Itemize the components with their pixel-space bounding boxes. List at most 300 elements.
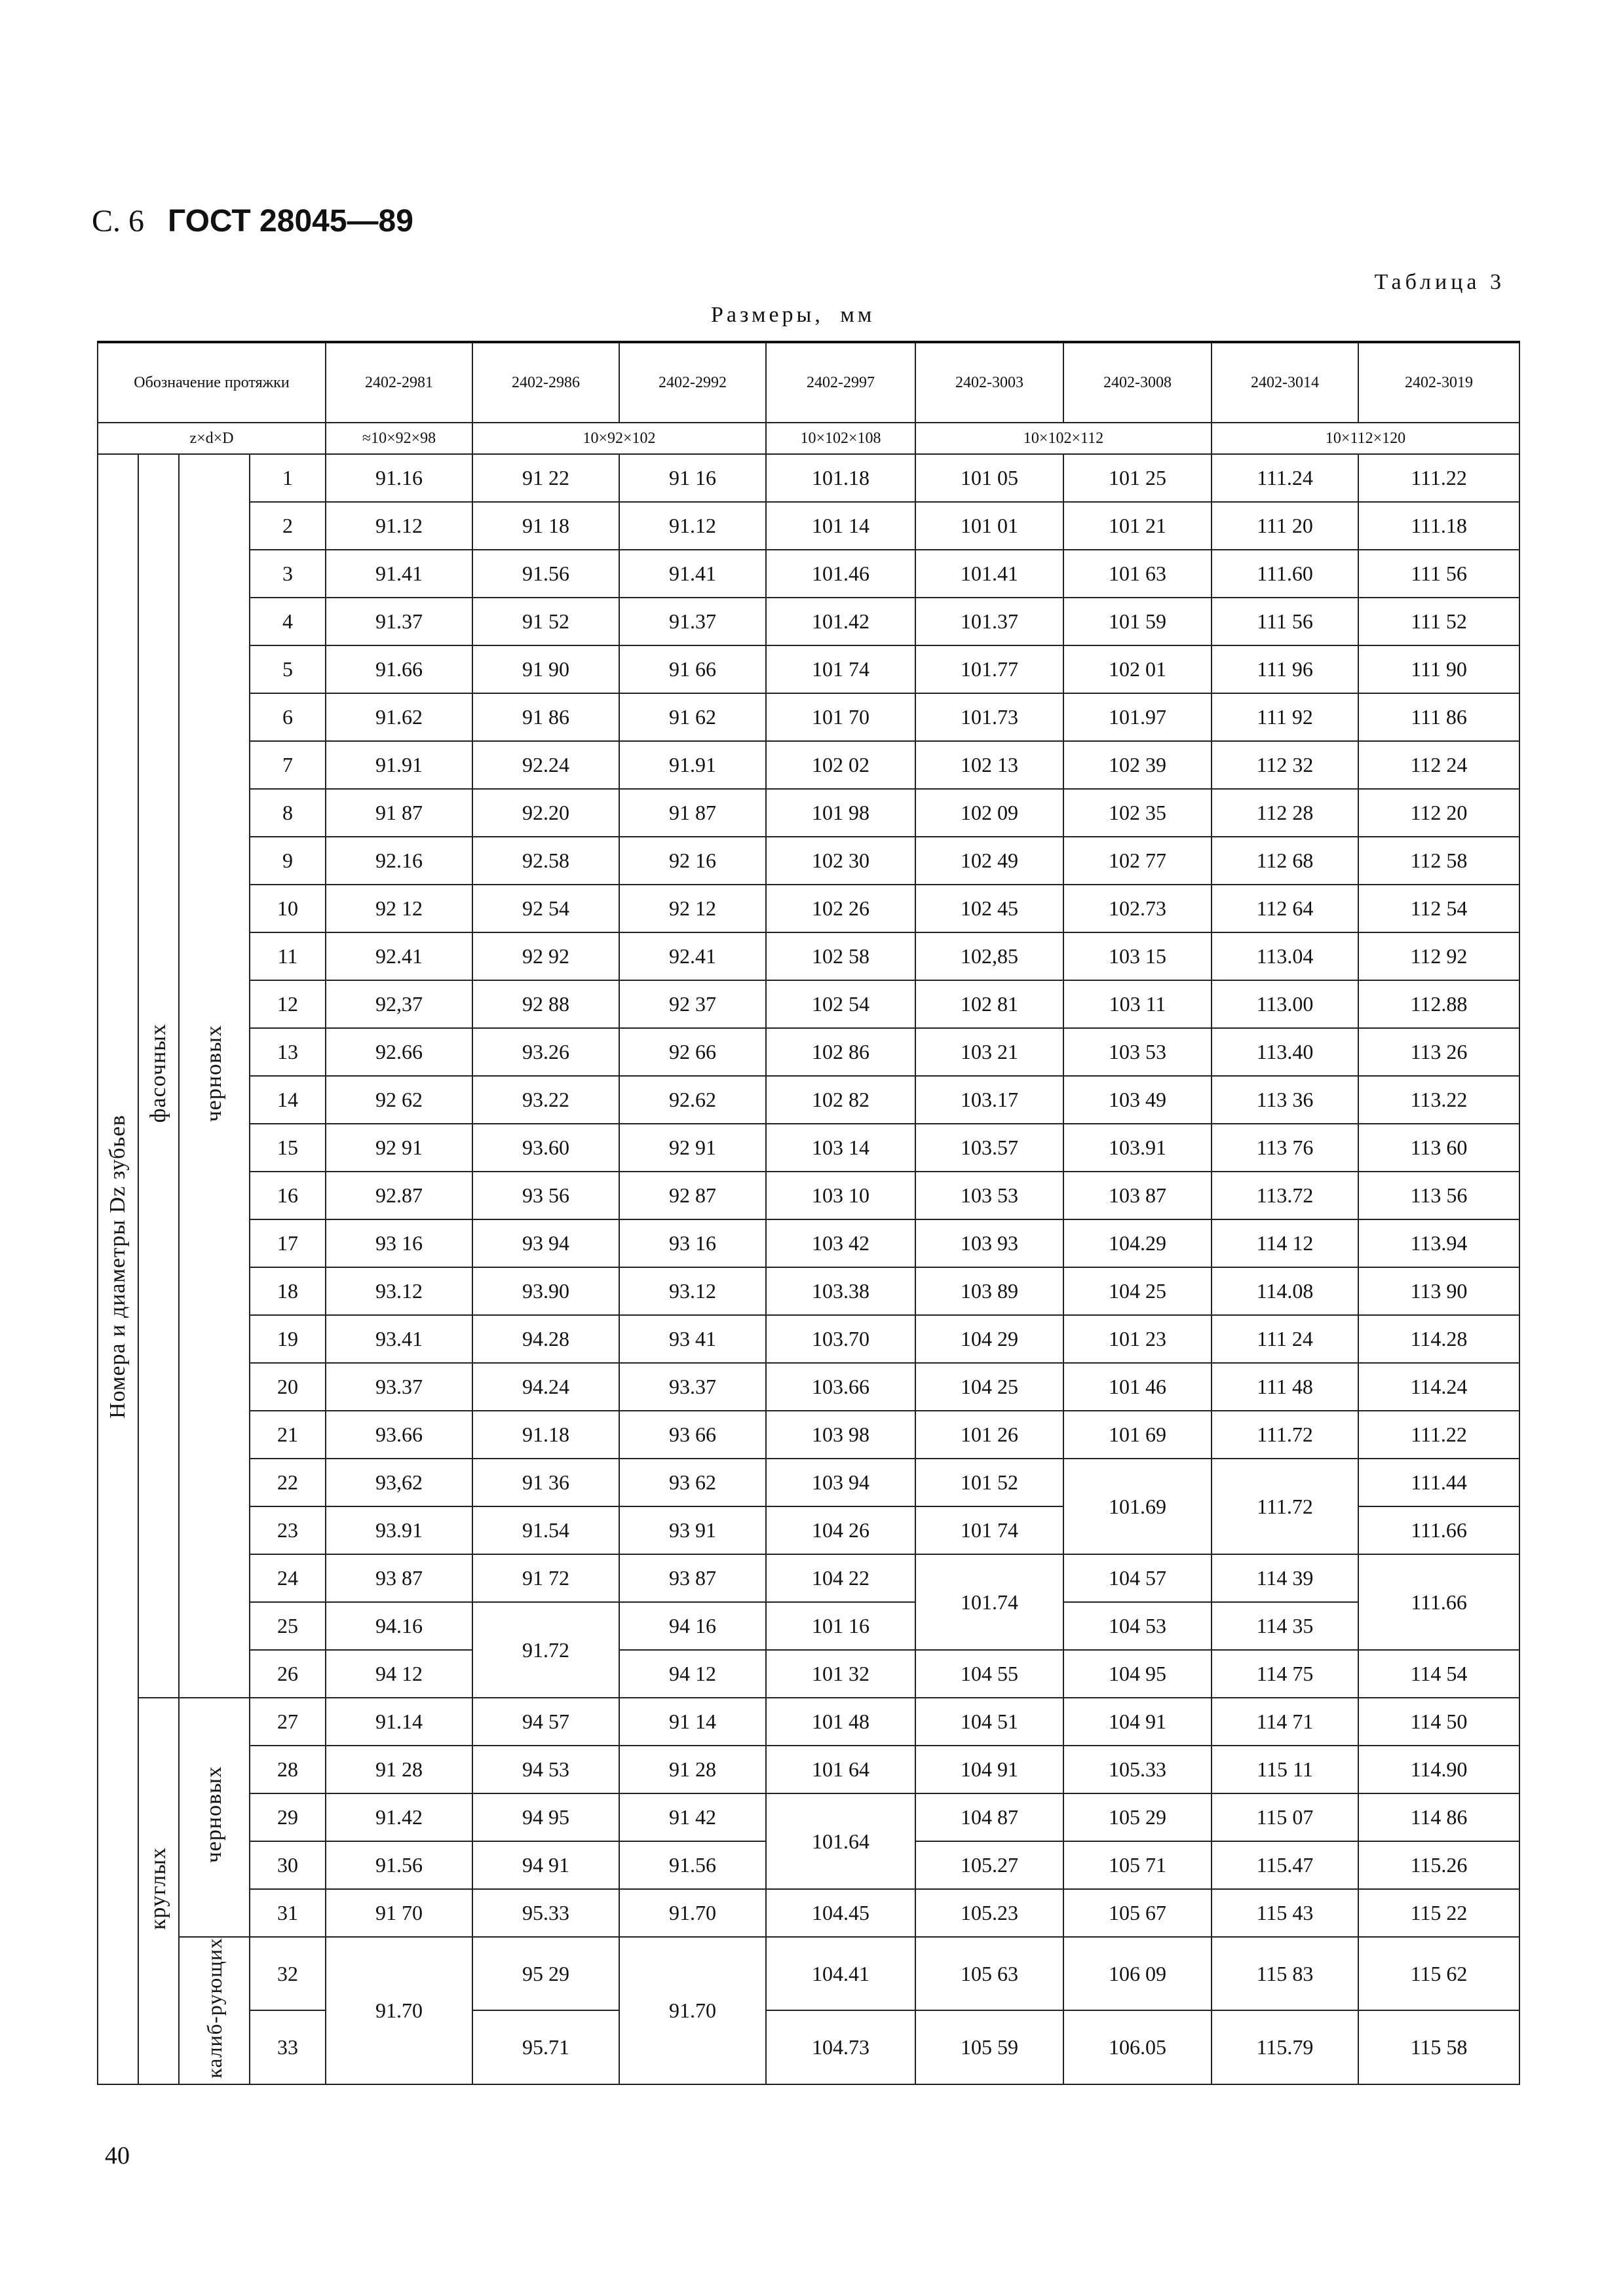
diameter-cell: 113 36 [1212, 1076, 1358, 1124]
diameter-cell: 93 91 [619, 1506, 766, 1554]
diameter-cell: 94 12 [619, 1650, 766, 1698]
diameter-cell: 93 56 [472, 1172, 619, 1219]
diameter-cell: 101 74 [766, 645, 915, 693]
diameter-cell: 91.91 [619, 741, 766, 789]
diameter-cell: 113 60 [1358, 1124, 1519, 1172]
diameter-cell: 112 32 [1212, 741, 1358, 789]
tooth-number: 9 [250, 837, 326, 885]
diameter-cell: 103 10 [766, 1172, 915, 1219]
tooth-number: 10 [250, 885, 326, 932]
diameter-cell: 93 94 [472, 1219, 619, 1267]
diameter-cell: 112 28 [1212, 789, 1358, 837]
diameter-cell: 93.12 [326, 1267, 472, 1315]
diameter-cell: 114 54 [1358, 1650, 1519, 1698]
diameter-cell: 112 64 [1212, 885, 1358, 932]
table-row [98, 1698, 1519, 1746]
diameter-cell: 95.33 [472, 1889, 619, 1937]
diameter-cell: 111 20 [1212, 502, 1358, 550]
diameter-cell: 111 92 [1212, 693, 1358, 741]
diameter-cell: 102 13 [915, 741, 1063, 789]
diameter-cell: 111.66 [1358, 1506, 1519, 1554]
diameter-cell: 111 90 [1358, 645, 1519, 693]
tooth-number: 20 [250, 1363, 326, 1411]
table-row [98, 1459, 1519, 1506]
code-header: 2402-3019 [1358, 342, 1519, 423]
diameter-cell: 111 56 [1358, 550, 1519, 598]
diameter-cell: 104 53 [1063, 1602, 1212, 1650]
diameter-cell: 115 07 [1212, 1793, 1358, 1841]
diameter-cell: 105 71 [1063, 1841, 1212, 1889]
diameter-cell: 91.62 [326, 693, 472, 741]
diameter-cell: 92.66 [326, 1028, 472, 1076]
diameter-cell: 112 20 [1358, 789, 1519, 837]
diameter-cell: 91 28 [619, 1746, 766, 1793]
diameter-cell: 104.73 [766, 2010, 915, 2084]
diameter-cell: 111.60 [1212, 550, 1358, 598]
diameter-cell: 92 54 [472, 885, 619, 932]
diameter-cell: 91 70 [326, 1889, 472, 1937]
diameter-cell: 104 26 [766, 1506, 915, 1554]
diameter-cell: 91.37 [619, 598, 766, 645]
diameter-cell: 92.87 [326, 1172, 472, 1219]
diameter-cell: 92 16 [619, 837, 766, 885]
diameter-cell: 102 58 [766, 932, 915, 980]
diameter-cell: 93 87 [326, 1554, 472, 1602]
diameter-cell: 92 92 [472, 932, 619, 980]
diameter-cell: 91 90 [472, 645, 619, 693]
diameter-cell: 102,85 [915, 932, 1063, 980]
diameter-cell: 111.24 [1212, 454, 1358, 502]
diameter-cell: 103.66 [766, 1363, 915, 1411]
diameter-cell: 103 49 [1063, 1076, 1212, 1124]
diameter-cell: 104 91 [915, 1746, 1063, 1793]
diameter-cell: 94 95 [472, 1793, 619, 1841]
diameter-cell: 91 66 [619, 645, 766, 693]
diameter-cell: 102 45 [915, 885, 1063, 932]
table-row [98, 1172, 1519, 1219]
diameter-cell: 92.41 [619, 932, 766, 980]
tooth-number: 11 [250, 932, 326, 980]
diameter-cell: 104 95 [1063, 1650, 1212, 1698]
code-header: 2402-3014 [1212, 342, 1358, 423]
diameter-cell: 102 26 [766, 885, 915, 932]
diameter-cell: 111.72 [1212, 1411, 1358, 1459]
round-label: круглых [146, 1846, 170, 1930]
diameter-cell: 102 35 [1063, 789, 1212, 837]
diameter-cell: 113.00 [1212, 980, 1358, 1028]
tooth-number: 15 [250, 1124, 326, 1172]
diameter-cell: 101 21 [1063, 502, 1212, 550]
diameter-cell: 101.64 [766, 1793, 915, 1889]
tooth-number: 29 [250, 1793, 326, 1841]
diameter-cell: 101 26 [915, 1411, 1063, 1459]
tooth-number: 6 [250, 693, 326, 741]
diameter-cell: 104 87 [915, 1793, 1063, 1841]
diameter-cell: 91 87 [326, 789, 472, 837]
diameter-cell: 92 66 [619, 1028, 766, 1076]
diameter-cell: 101 32 [766, 1650, 915, 1698]
diameter-cell: 91.18 [472, 1411, 619, 1459]
diameter-cell: 113.94 [1358, 1219, 1519, 1267]
tooth-number: 22 [250, 1459, 326, 1506]
tooth-number: 2 [250, 502, 326, 550]
diameter-cell: 115.26 [1358, 1841, 1519, 1889]
diameter-cell: 113.40 [1212, 1028, 1358, 1076]
designation-header: Обозначение протяжки [98, 342, 326, 423]
diameter-cell: 92,37 [326, 980, 472, 1028]
diameter-cell: 92.62 [619, 1076, 766, 1124]
diameter-cell: 101.42 [766, 598, 915, 645]
diameter-cell: 102 82 [766, 1076, 915, 1124]
diameter-cell: 94.24 [472, 1363, 619, 1411]
table-row [98, 1219, 1519, 1267]
page-section: С. 6 [92, 204, 145, 239]
diameter-cell: 93 16 [326, 1219, 472, 1267]
tooth-number: 26 [250, 1650, 326, 1698]
diameter-cell: 93.60 [472, 1124, 619, 1172]
diameter-cell: 103 11 [1063, 980, 1212, 1028]
diameter-cell: 105.23 [915, 1889, 1063, 1937]
table-row [98, 1746, 1519, 1793]
diameter-cell: 92 37 [619, 980, 766, 1028]
diameter-cell: 91.56 [472, 550, 619, 598]
diameter-cell: 114 75 [1212, 1650, 1358, 1698]
diameter-cell: 111.44 [1358, 1459, 1519, 1506]
tooth-number: 8 [250, 789, 326, 837]
tooth-number: 16 [250, 1172, 326, 1219]
tooth-number: 3 [250, 550, 326, 598]
diameter-cell: 93 16 [619, 1219, 766, 1267]
diameter-cell: 91 72 [472, 1554, 619, 1602]
diameter-cell: 91.91 [326, 741, 472, 789]
group-label: Номера и диаметры Dz зубьев [105, 1114, 130, 1419]
tooth-number: 12 [250, 980, 326, 1028]
diameter-cell: 91.56 [619, 1841, 766, 1889]
diameter-cell: 93 62 [619, 1459, 766, 1506]
table-row [98, 1076, 1519, 1124]
code-header: 2402-3003 [915, 342, 1063, 423]
diameter-cell: 104 91 [1063, 1698, 1212, 1746]
diameter-cell: 102.73 [1063, 885, 1212, 932]
diameter-cell: 93.22 [472, 1076, 619, 1124]
diameter-cell: 103.38 [766, 1267, 915, 1315]
diameter-cell: 104.45 [766, 1889, 915, 1937]
code-header: 2402-2981 [326, 342, 472, 423]
diameter-cell: 93.26 [472, 1028, 619, 1076]
diameter-cell: 102 86 [766, 1028, 915, 1076]
table-row [98, 1124, 1519, 1172]
diameter-cell: 91 62 [619, 693, 766, 741]
page-header [92, 203, 413, 239]
diameter-cell: 93.12 [619, 1267, 766, 1315]
tooth-number: 1 [250, 454, 326, 502]
diameter-cell: 111.72 [1212, 1459, 1358, 1554]
diameter-cell: 101 46 [1063, 1363, 1212, 1411]
tooth-number: 27 [250, 1698, 326, 1746]
diameter-cell: 103 93 [915, 1219, 1063, 1267]
diameter-cell: 103 53 [1063, 1028, 1212, 1076]
diameter-cell: 112.88 [1358, 980, 1519, 1028]
diameter-cell: 113 56 [1358, 1172, 1519, 1219]
diameter-cell: 114 12 [1212, 1219, 1358, 1267]
diameter-cell: 93 87 [619, 1554, 766, 1602]
diameter-cell: 113 76 [1212, 1124, 1358, 1172]
diameter-cell: 92 87 [619, 1172, 766, 1219]
dims-header: 10×102×112 [915, 423, 1212, 454]
diameter-cell: 103.17 [915, 1076, 1063, 1124]
tooth-number: 33 [250, 2010, 326, 2084]
rough-label: черновых [202, 1024, 226, 1122]
diameter-cell: 92.41 [326, 932, 472, 980]
diameter-cell: 101.37 [915, 598, 1063, 645]
diameter-cell: 114 71 [1212, 1698, 1358, 1746]
diameter-cell: 101 48 [766, 1698, 915, 1746]
diameter-cell: 103 87 [1063, 1172, 1212, 1219]
diameter-cell: 93.41 [326, 1315, 472, 1363]
diameter-cell: 111 86 [1358, 693, 1519, 741]
diameter-cell: 103 89 [915, 1267, 1063, 1315]
diameter-cell: 92 12 [326, 885, 472, 932]
diameter-cell: 105 59 [915, 2010, 1063, 2084]
diameter-cell: 105.27 [915, 1841, 1063, 1889]
table-row [98, 1363, 1519, 1411]
diameter-cell: 93 66 [619, 1411, 766, 1459]
diameter-cell: 91.12 [326, 502, 472, 550]
diameter-cell: 104 51 [915, 1698, 1063, 1746]
diameter-cell: 103 21 [915, 1028, 1063, 1076]
table-label: Таблица 3 [1374, 270, 1505, 294]
table-row [98, 502, 1519, 550]
dims-header: ≈10×92×98 [326, 423, 472, 454]
diameter-cell: 91.70 [619, 1889, 766, 1937]
diameter-cell: 111 52 [1358, 598, 1519, 645]
diameter-cell: 101.97 [1063, 693, 1212, 741]
table-row [98, 1650, 1519, 1698]
table-row [98, 1889, 1519, 1937]
diameter-cell: 111 48 [1212, 1363, 1358, 1411]
tooth-number: 18 [250, 1267, 326, 1315]
dims-header: 10×102×108 [766, 423, 915, 454]
diameter-cell: 111.22 [1358, 1411, 1519, 1459]
diameter-cell: 111 96 [1212, 645, 1358, 693]
diameter-cell: 104 25 [915, 1363, 1063, 1411]
code-header: 2402-2992 [619, 342, 766, 423]
table-row [98, 1028, 1519, 1076]
diameter-cell: 115.47 [1212, 1841, 1358, 1889]
diameter-cell: 102 09 [915, 789, 1063, 837]
diameter-cell: 113 26 [1358, 1028, 1519, 1076]
diameter-cell: 102 81 [915, 980, 1063, 1028]
diameter-cell: 114.90 [1358, 1746, 1519, 1793]
diameter-cell: 101.73 [915, 693, 1063, 741]
diameter-cell: 101 14 [766, 502, 915, 550]
diameter-cell: 101 05 [915, 454, 1063, 502]
diameter-cell: 104 25 [1063, 1267, 1212, 1315]
table-row [98, 1602, 1519, 1650]
diameter-cell: 114.24 [1358, 1363, 1519, 1411]
diameter-cell: 104 22 [766, 1554, 915, 1602]
table-row [98, 837, 1519, 885]
rough-round-label: черновых [202, 1766, 226, 1864]
table-row [98, 550, 1519, 598]
diameter-cell: 101 69 [1063, 1411, 1212, 1459]
diameter-cell: 93.66 [326, 1411, 472, 1459]
diameter-cell: 101.77 [915, 645, 1063, 693]
diameter-cell: 103 98 [766, 1411, 915, 1459]
diameter-cell: 115 43 [1212, 1889, 1358, 1937]
diameter-cell: 91.56 [326, 1841, 472, 1889]
diameter-cell: 114 35 [1212, 1602, 1358, 1650]
tooth-number: 32 [250, 1937, 326, 2010]
diameter-cell: 102 01 [1063, 645, 1212, 693]
diameter-cell: 93.90 [472, 1267, 619, 1315]
diameter-cell: 103.91 [1063, 1124, 1212, 1172]
diameter-cell: 101 98 [766, 789, 915, 837]
diameter-cell: 115 58 [1358, 2010, 1519, 2084]
tooth-number: 14 [250, 1076, 326, 1124]
diameter-cell: 103 94 [766, 1459, 915, 1506]
diameter-cell: 111.22 [1358, 454, 1519, 502]
diameter-cell: 114 39 [1212, 1554, 1358, 1602]
diameter-cell: 91 86 [472, 693, 619, 741]
diameter-cell: 101 01 [915, 502, 1063, 550]
diameter-cell: 92.16 [326, 837, 472, 885]
diameter-cell: 91 42 [619, 1793, 766, 1841]
diameter-cell: 95.71 [472, 2010, 619, 2084]
diameters-table [97, 341, 1520, 2085]
diameter-cell: 103.57 [915, 1124, 1063, 1172]
diameter-cell: 92.20 [472, 789, 619, 837]
diameter-cell: 91 22 [472, 454, 619, 502]
table-row [98, 1937, 1519, 2010]
diameter-cell: 113.72 [1212, 1172, 1358, 1219]
diameter-cell: 91.12 [619, 502, 766, 550]
diameter-cell: 91.70 [619, 1937, 766, 2084]
diameter-cell: 105 67 [1063, 1889, 1212, 1937]
diameter-cell: 91 28 [326, 1746, 472, 1793]
diameter-cell: 114 50 [1358, 1698, 1519, 1746]
diameter-cell: 101 64 [766, 1746, 915, 1793]
diameter-cell: 93 41 [619, 1315, 766, 1363]
diameter-cell: 111 24 [1212, 1315, 1358, 1363]
diameter-cell: 101.69 [1063, 1459, 1212, 1554]
tooth-number: 4 [250, 598, 326, 645]
code-header: 2402-3008 [1063, 342, 1212, 423]
tooth-number: 17 [250, 1219, 326, 1267]
tooth-number: 30 [250, 1841, 326, 1889]
table-row [98, 885, 1519, 932]
diameter-cell: 92 12 [619, 885, 766, 932]
tooth-number: 28 [250, 1746, 326, 1793]
standard-title: ГОСТ 28045—89 [168, 204, 413, 239]
diameter-cell: 103 14 [766, 1124, 915, 1172]
tooth-number: 23 [250, 1506, 326, 1554]
diameter-cell: 101 25 [1063, 454, 1212, 502]
table-row [98, 454, 1519, 502]
calibrating-label: калиб-рующих [202, 1938, 226, 2078]
diameter-cell: 103 53 [915, 1172, 1063, 1219]
diameter-cell: 111.66 [1358, 1554, 1519, 1650]
diameter-cell: 101 59 [1063, 598, 1212, 645]
diameter-cell: 91.72 [472, 1602, 619, 1698]
diameter-cell: 102 54 [766, 980, 915, 1028]
diameter-cell: 103 15 [1063, 932, 1212, 980]
diameter-cell: 101 70 [766, 693, 915, 741]
diameter-cell: 111.18 [1358, 502, 1519, 550]
diameter-cell: 92 91 [619, 1124, 766, 1172]
diameter-cell: 115 83 [1212, 1937, 1358, 2010]
diameter-cell: 114.28 [1358, 1315, 1519, 1363]
diameter-cell: 93.37 [619, 1363, 766, 1411]
tooth-number: 7 [250, 741, 326, 789]
diameter-cell: 104.29 [1063, 1219, 1212, 1267]
diameter-cell: 104.41 [766, 1937, 915, 2010]
diameter-cell: 91 87 [619, 789, 766, 837]
diameter-cell: 91.42 [326, 1793, 472, 1841]
diameter-cell: 94 12 [326, 1650, 472, 1698]
table-row [98, 789, 1519, 837]
diameter-cell: 91.41 [326, 550, 472, 598]
diameter-cell: 93.37 [326, 1363, 472, 1411]
diameter-cell: 95 29 [472, 1937, 619, 2010]
diameter-cell: 101.74 [915, 1554, 1063, 1650]
diameter-cell: 102 77 [1063, 837, 1212, 885]
diameter-cell: 115 22 [1358, 1889, 1519, 1937]
tooth-number: 25 [250, 1602, 326, 1650]
diameter-cell: 115 11 [1212, 1746, 1358, 1793]
diameter-cell: 111 56 [1212, 598, 1358, 645]
diameter-cell: 101 52 [915, 1459, 1063, 1506]
diameter-cell: 92 91 [326, 1124, 472, 1172]
diameter-cell: 112 68 [1212, 837, 1358, 885]
diameter-cell: 91.66 [326, 645, 472, 693]
tooth-number: 13 [250, 1028, 326, 1076]
diameter-cell: 102 30 [766, 837, 915, 885]
diameter-cell: 102 49 [915, 837, 1063, 885]
table-row [98, 1315, 1519, 1363]
diameter-cell: 91 52 [472, 598, 619, 645]
table-row [98, 1411, 1519, 1459]
table-row [98, 980, 1519, 1028]
diameter-cell: 101.41 [915, 550, 1063, 598]
table-row [98, 645, 1519, 693]
diameter-cell: 114 86 [1358, 1793, 1519, 1841]
diameter-cell: 103.70 [766, 1315, 915, 1363]
table-row [98, 598, 1519, 645]
table-row [98, 1793, 1519, 1841]
units-caption: Размеры, мм [711, 303, 875, 327]
diameter-cell: 94 91 [472, 1841, 619, 1889]
table-row [98, 1267, 1519, 1315]
diameter-cell: 101 16 [766, 1602, 915, 1650]
diameter-cell: 91 36 [472, 1459, 619, 1506]
diameter-cell: 92 62 [326, 1076, 472, 1124]
diameter-cell: 101.18 [766, 454, 915, 502]
diameter-cell: 105 63 [915, 1937, 1063, 2010]
diameter-cell: 115 62 [1358, 1937, 1519, 2010]
diameter-cell: 105 29 [1063, 1793, 1212, 1841]
diameter-cell: 113.22 [1358, 1076, 1519, 1124]
diameter-cell: 91.54 [472, 1506, 619, 1554]
diameter-cell: 103 42 [766, 1219, 915, 1267]
tooth-number: 19 [250, 1315, 326, 1363]
tooth-number: 5 [250, 645, 326, 693]
diameter-cell: 91.14 [326, 1698, 472, 1746]
diameter-cell: 92.58 [472, 837, 619, 885]
dims-header: 10×112×120 [1212, 423, 1519, 454]
diameter-cell: 91 14 [619, 1698, 766, 1746]
diameter-cell: 104 57 [1063, 1554, 1212, 1602]
